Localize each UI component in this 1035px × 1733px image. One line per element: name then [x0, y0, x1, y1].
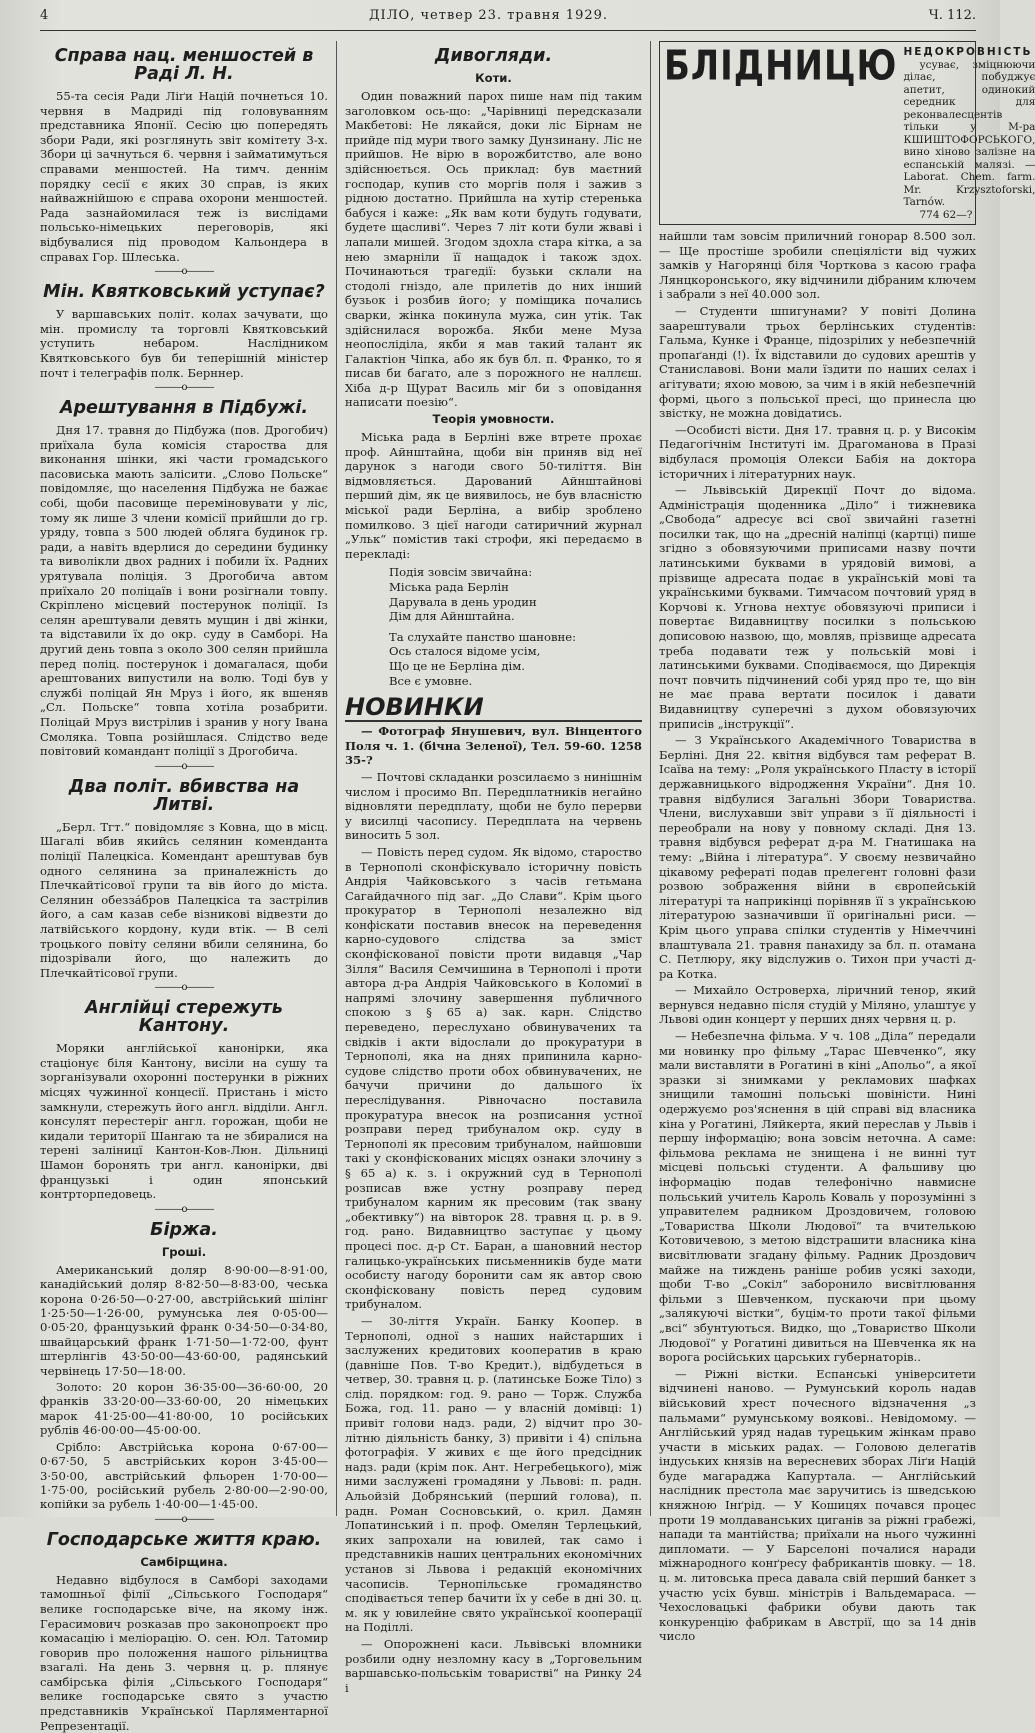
- poem-line: Що це не Берліна дім.: [389, 658, 525, 673]
- article-text: 55-та сесія Ради Ліґи Націй почнеться 10. червня в Мадриді під головуванням представника Японії. Сесію цю попередять збори Ради, які розглянуть звіт комітету 3-х. Збори ці зачнуться 6. червня і займатимуться справами меншостей. На тимч. деннім порядку сесії є яких 30 справ, із яких найважнійшою є справа охорони меншостей. Рада зазнайомилася теж із вислідами польсько-німецьких переговорів, які відбувалися під проводом Кальондера в справах Гор. Шлеська.: [40, 89, 328, 264]
- news-item: — 30-ліття Україн. Банку Коопер. в Тернополі, одної з наших найстарших і заслужених кредитових кооператив в краю (давніше Пов. Т-во Кредит.), відбудеться в четвер, 30. травня ц. р. (латинське Боже Тіло) з слід. порядком: год. 9. рано — Торж. Служба Божа, год. 11. рано — у власній домівці: 1) привіт голови надз. ради, 2) відчит про 30-літню діяльність банку, 3) привіти і 4) спільна фотографія. У живих є ще його предсідник надз. ради (крім пок. Ант. Негребецького), між ними заслужені громадяни у Львові: п. радн. Альойзій Добрянський (перший голова), п. радн. Роман Сосновський, о. крил. Дамян Лопатинський і п. проф. Омелян Терлецький, яких запрохали на ювилей, так само і представників наших центральних економічних установ зі Львова і редакцій економічних часописів. Тернопільське громадянство сподівається тепер бачити їх у себе в дні 30. ц. м. як у ювилейне свято української кооперації на Поділлі.: [345, 1313, 642, 1635]
- masthead-line: ДІЛО, четвер 23. травня 1929.: [368, 8, 609, 23]
- article-subtitle: Коти.: [475, 71, 512, 85]
- poem-line: Ось сталося відоме усім,: [389, 644, 541, 659]
- poem-line: Та слухайте панство шановне:: [389, 629, 577, 644]
- issue-number: Ч. 112.: [928, 8, 976, 23]
- columns: [40, 41, 1035, 1733]
- article-title: Англійці стережуть Кантону.: [85, 998, 283, 1037]
- ad-body: [903, 46, 1035, 221]
- column-left: [40, 41, 336, 1733]
- news-item: —Особисті вісти. Дня 17. травня ц. р. у Високім Педагогічнім Інституті ім. Драгоманова в Празі відбулася промоція Олекси Бабія на доктора історичних і літературних наук.: [659, 422, 976, 481]
- ad-headline: БЛІДНИЦЮ: [664, 42, 898, 91]
- separator: ———o———: [154, 982, 214, 994]
- article-title: Арештування в Підбужі.: [59, 398, 309, 419]
- separator: ———o———: [154, 1513, 214, 1525]
- ad-code: 774 62—?: [919, 208, 973, 221]
- article-subtitle: Теорія умовности.: [432, 412, 555, 427]
- poem-line: Дарувала в день уродин: [389, 594, 537, 609]
- news-item: — Фотограф Янушевич, вул. Вінцентого Поля ч. 1. (бічна Зеленої), Тел. 59-60. 1258 35-?: [345, 724, 642, 768]
- article-title: Біржа.: [150, 1219, 218, 1240]
- article-title: Мін. Квятковський уступає?: [43, 282, 325, 303]
- separator: ———o———: [154, 760, 214, 772]
- poem-line: Все є умовне.: [389, 673, 473, 688]
- ad-subhead: НЕДОКРОВНІСТЬ: [903, 46, 1033, 58]
- separator: ———o———: [154, 382, 214, 394]
- news-item: — Почтові складанки розсилаємо з нинішнім числом і просимо Вп. Передплатників негайно відновляти передплату, щоби не було перерви у висилці часопису. Передплата на червень виносить 5 зол.: [345, 769, 642, 843]
- news-item: — Михайло Островерха, ліричний тенор, який вернувся недавно після студій у Міляно, улаштує у Львові один концерт у перших днях червня ц. р.: [659, 983, 976, 1027]
- article-subtitle: Самбірщина.: [140, 1554, 228, 1569]
- article-text: Міська рада в Берліні вже втрете прохає проф. Айнштайна, щоби він приняв від неї дарунок з нагоди свого 50-тиліття. Він відмовляється. Дарований Айнштайнові перший дім, як це виявилось, не був власністю міської ради Берліна, а вибір зроблено помилково. З цієї нагоди сатиричний журнал „Ульк“ помістив такі строфи, які передаємо в перекладі:: [345, 430, 642, 561]
- news-item: найшли там зовсім приличний гонорар 8.500 зол. — Ще простіше зробили спеціялісти від чужих замків у Нагорянці біля Чорткова з касою графа Лянцкоронського, яку відчинили дібраним ключем і забрали з неї 40.000 зол.: [659, 229, 976, 302]
- poem-line: Подія зовсім звичайна:: [389, 565, 533, 580]
- news-item: — Опорожнені каси. Львівські вломники розбили одну незломну касу в „Торговельним варшавсько-польськім товаристві“ на Ринку 24 і: [345, 1636, 642, 1695]
- exchange-rates: [40, 1263, 328, 1512]
- article-title: Два політ. вбивства на Литві.: [68, 776, 300, 815]
- rates-text: Золото: 20 корон 36·35·00—36·60·00, 20 франків 33·20·00—33·60·00, 20 німецьких марок 41·25·00—41·80·00, 10 російських рублів 46·00·00—45·00·00.: [40, 1380, 328, 1438]
- column-middle: [336, 41, 650, 1695]
- rates-text: Американський доляр 8·90·00—8·91·00, канадійський доляр 8·82·50—8·83·00, чеська корона 0·26·50—0·27·00, австрійський шілінг 1·25·50—1·26·00, румунська лея 0·05·00—0·05·20, французький франк 0·34·50—0·34·80, швайцарський франк 1·71·50—1·72·00, фунт штерлінгів 43·50·00—43·60·00, радянський червінець 17·50—18·00.: [40, 1262, 328, 1378]
- news-item: — З Українського Академічного Товариства в Берліні. Дня 22. квітня відбувся там реферат В. Ісаїва на тему: „Роля українського Пласту в історії державницького відродження України“. Дня 10. травня відбулися Загальні Збори Товариства. Члени, вислухавши звіт управи з її діяльності і переобрали на нову у повному складі. Дня 13. травня відбувся реферат д-ра М. Гнатишака на тему: „Війна і література“. У своєму незвичайно цікавому рефераті подав прелегент головні фази розвою зображення війни в європейській літературі та наприкінці порівняв її з українською літературою зазначивши її оригінальні риси. — Крім цього управа спілки студентів у Німеччині влаштувала 21. травня панахиду за бл. п. отамана С. Петлюру, яку відслужив о. Тихон при участі д-ра Котка.: [659, 733, 976, 981]
- article-subtitle: Гроші.: [161, 1244, 207, 1259]
- article-text: Один поважний парох пише нам під таким заголовком ось-що: „Чарівниці передсказали Макбетові: Не лякайся, доки ліс Бірнам не прийде під мури твого замку Дунзинану. Ліс не прийшов. Не вірю в ворожбитство, але воно здійснюється. Ось приклад: був маєтний господар, купив сто моргів поля і зажив з рідною достатно. Прийшла на хутір стеренька бабуся і каже: „Як вам коти будуть годувати, будете щасливі“. Через 7 літ коти були жваві і лапали мишей. Згодом здохла стара кітка, а за нею змарніли її нащадок і також здох. Починаються трагедії: бузьки склали на стодолі гніздо, але прилетів до них інший бузьок і розбив його; у поміщика почались сварки, жінка покинула мужа, син утік. Так здійснилася ворожба. Якби мене Муза неопосліділа, якби я мав такий талант як Галактіон Чіпка, або як був бл. п. Франко, то я писав би багато, але з порожного не наллєш. Хіба д-р Щурат Василь міг би з оповідання написати поезію“.: [345, 89, 642, 410]
- poem-line: Міська рада Берлін: [389, 580, 509, 594]
- article-text: „Берл. Тгт.“ повідомляє з Ковна, що в місц. Шагалі вбив якийсь селянин коменданта поліції Палецкіса. Комендант арештував був одного селянина за приналежність до Плечкайтісової групи та вів його до міста. Селянин обезза́бров Палецкіса та застрілив його, а сам казав себе візникові відвезти до латвійського кордону, куди втік. — В селі троцького повіту селяни вбили селянина, бо підозрівали його, що належить до Плечкайтісової групи.: [40, 819, 328, 980]
- news-item: — Львівській Дирекції Почт до відома. Адміністрація щоденника „Діло“ і тижневика „Свобода“ адресує всі свої звичайні газетні посилки так, що на „дресній наліпці (картці) пише згідно з обовязуючими приписами назву почти латинськими буквами в урядовій вимові, а прізвище адресата подає в українській мові та українськими буквами. Тимчасом почтовий уряд в Корчові к. Угнова нехтує обовязуючі приписи і повертає Видавництву посилки з польською дописовою назвою, що, мовляв, прізвище адресата треба подавати теж у польській мові і латинськими буквами. Сподіваємося, що Дирекція почт повчить підчинений собі уряд про те, що він не має права вертати посилок і давати Видавництву суперечні з духом обовязуючих приписів „інструкції“.: [659, 483, 976, 731]
- news-section-title: НОВИНКИ: [345, 694, 642, 722]
- separator: ———o———: [154, 1203, 214, 1215]
- poem: [389, 565, 642, 688]
- ad-text: усуває, зміцнюючи ділає, побуджує апетит, одинокий середник для реконвалесцентів тільки у М-ра КШИШТОФОРСЬКОГО, вино хіново залізне на еспанській малязі. — Laborat. Chem. farm. Mr. Krzysztoforski, Tarnów.: [903, 58, 1035, 208]
- advertisement: [659, 41, 1035, 225]
- news-item: — Небезпечна фільма. У ч. 108 „Діла“ передали ми новинку про фільму „Тарас Шевченко“, яку мали виставляти в Рогатині в кіні „Апольо“, а якої зразки зі знимками у рекламових шафках знищили тамошні польські шовіністи. Нині одержуємо роз'яснення в цій справі від власника кіна у Рогатині, Ляйкерта, який переслав у Львів і першу інформацію; вона зовсім неточна. А саме: фільмова реклама не знищена і не винні тут місцеві польські студенти. А фальшиву цю інформацію подав телефонічно навмисне польський учитель Кароль Коваль у порозумінні з управителем радником Дроздовичем, головою „Товариства Школи Людової“ та вчителькою Котовичевою, з метою відстрашити власника кіна висвітлювати згадану фільму. Радник Дроздович майже на тиждень раніше робив усякі заходи, щоби Т-во „Сокіл“ заборонило висвітлювання фільми з Шевченком, пускаючи при цьому „залякуючі вістки“, буцім-то проти такої фільми „всі“ збунтуються. Видко, що „Товариство Школи Людової“ у Рогатині дивиться на Шевченка як на ворога російських царських губернаторів..: [659, 1029, 976, 1365]
- poem-line: Дім для Айнштайна.: [389, 609, 515, 624]
- news-item: — Студенти шпигунами? У повіті Долина заарештували трьох берлінських студентів: Гальма, Кунке і Франце, підозрілих у небезпечній пропаґанді (!). Їх відставили до судових арештів у Станиславові. Вони мали їздити по наших селах і агітувати; яхою мовою, за чим і в якій небезпечній формі, цього з польської пресі, що принесла цю звістку, не можна довідатись.: [659, 303, 976, 421]
- article-title: Дивогляди.: [434, 46, 553, 66]
- news-item: — Ріжні вістки. Еспанські університети відчинені наново. — Румунський король надав військовий хрест почесного відзначення „з пальмами“ румунському воякові.. Невідомому. — Англійський уряд надав турецьким жінкам право участи в міських радах. — Головою делегатів індуських князів на вересневих зборах Ліґи Націй буде магараджа Капуртала. — Англійський наслідник престола має заручитись із шведською княжною Інґрід. — У Кошицях почався процес проти 19 молдаванських циганів за ріжні грабежі, напади та мантійства; приїхали на нього чужинні дипломати. — У Барселоні почалися наради міжнародного конґресу фабрикантів шовку. — 18. ц. м. литовська преса давала свій перший банкет з участю усіх бувш. міністрів і Вальдемараса. — Чехословацькі фабрики обуви дають так конкуренцію фабрикам в Австрії, що за 14 днів число: [659, 1366, 976, 1644]
- article-text: Моряки англійської канонірки, яка стаціонує біля Кантону, висіли на сушу та зорганізували охоронні постерунки в ріжних місцях чужинної концесії. Пристань і місто замкнули, стережуть його англ. відділи. Англ. консулят перестеріг англ. горожан, щоби не кидали території Шангаю та не збиралися на терені заліницї Кантон-Ков-Люн. Дільниці Шамон боронять три англ. канонірки, дві французькі і один японський контрторпедовець.: [40, 1041, 328, 1202]
- article-title: Справа нац. меншостей в Раді Л. Н.: [54, 46, 314, 84]
- article-text: У варшавських політ. колах зачувати, що мін. промислу та торговлі Квятковський уступить небаром. Наслідником Квятковського був би теперішній міністер почт і телеграфів полк. Берннер.: [40, 307, 328, 380]
- page-number: 4: [40, 8, 49, 23]
- article-text: Дня 17. травня до Підбужа (пов. Дрогобич) приїхала була комісія староства для виконання шінки, які части громадського пасовиська мають залісити. „Слово Польске“ повідомляє, що населення Підбужа не бажає собі, щоби пасовище переміновувати у ліс, тому як лише 3 члени комісії прийшли до гр. уряду, товпа з 500 людей обляга будинок гр. ради, а навіть вдерлися до середини будинку та виволікли двох радних і побили їх. Радних урятувала поліція. З Дрогобича автом приїхало 20 поліцаїв і вони розігнали товпу. Скріплено місцевий постерунок поліції. Із селян арештували девять мущин і дві жінки, та відставили їх до окр. суду в Самборі. На другий день товпа з около 300 селян прийшла перед поліц. постерунок і домагалася, щоби арештованих випустили на волю. Тоді був у службі поліцай Ян Мруз і його, як вшеняв „Сл. Польске“ товпа хотіла розабрити. Поліцай Мруз вистрілив і зранив у ногу Івана Смоляка. Товпа розійшлася. Слідство веде повітовий командант поліції з Дрогобича.: [40, 423, 328, 759]
- article-title: Господарське життя краю.: [46, 1529, 322, 1550]
- news-item: — Повість перед судом. Як відомо, староство в Тернополі сконфіскувало історичну повість Андрія Чайковського з часів гетьмана Сагайдачного під заг. „До Слави“. Крім цього прокуратор в Тернополі незалежно від конфіскати поставив внесок на переведення карно-судового слідства за зміст сконфіскованої повісти проти видавця „Чар Зілля“ Василя Семчишина в Тернополі і проти автора д-ра Андрія Чайковського в Коломиї в напрямі злочину завершення публичного спокою з § 65 а) зак. карн. Слідство переведено, переслухано обвинувачених та свідків і акти відослали до прокуратури в Тернополі, яка на днях припинила карно-судове слідство проти обох обвинувачених, не бачучи причини до дальшого їх переслідування. Рівночасно поставила прокуратура внесок на розписання устної розправи перед трибуналом окр. суду в Тернополі як пресовим трибуналом, найшовши такі у сконфіскованих місцях ознаки злочину з § 65 а) к. з. і окружний суд в Тернополі розписав вже устну розправу перед трибуналом карним як пресовим (так звану „обективку“) на вівторок 28. травня ц. р. в 9. год. рано. Видавництво заступає у цьому процесі пос. д-р Ст. Баран, а шановний нестор галицько-українських письменників буде мати особисту нагоду боронити сам як автор свою сконфісковану повість перед судовим трибуналом.: [345, 844, 642, 1312]
- article-text: Недавно відбулося в Самборі заходами тамошньої філії „Сільського Господаря“ велике господарське віче, на якому інж. Герасимович розказав про законопроєкт про комасацію і меліорацію. О. сен. Юл. Татомир говорив про положення нашого рільництва взагалі. На день 3. червня ц. р. плянує самбірська філія „Сільського Господаря“ велике господарське свято з участю представників Української Парляментарної Репрезентації.: [40, 1572, 328, 1733]
- page-header: [40, 8, 976, 31]
- separator: ———o———: [154, 266, 214, 278]
- rates-text: Срібло: Австрійська корона 0·67·00—0·67·50, 5 австрійських корон 3·45·00—3·50·00, австрійський фльорен 1·70·00—1·75·00, російський рубель 2·80·00—2·90·00, копійки за рубель 1·40·00—1·45·00.: [40, 1439, 328, 1512]
- column-right: [650, 41, 1035, 1644]
